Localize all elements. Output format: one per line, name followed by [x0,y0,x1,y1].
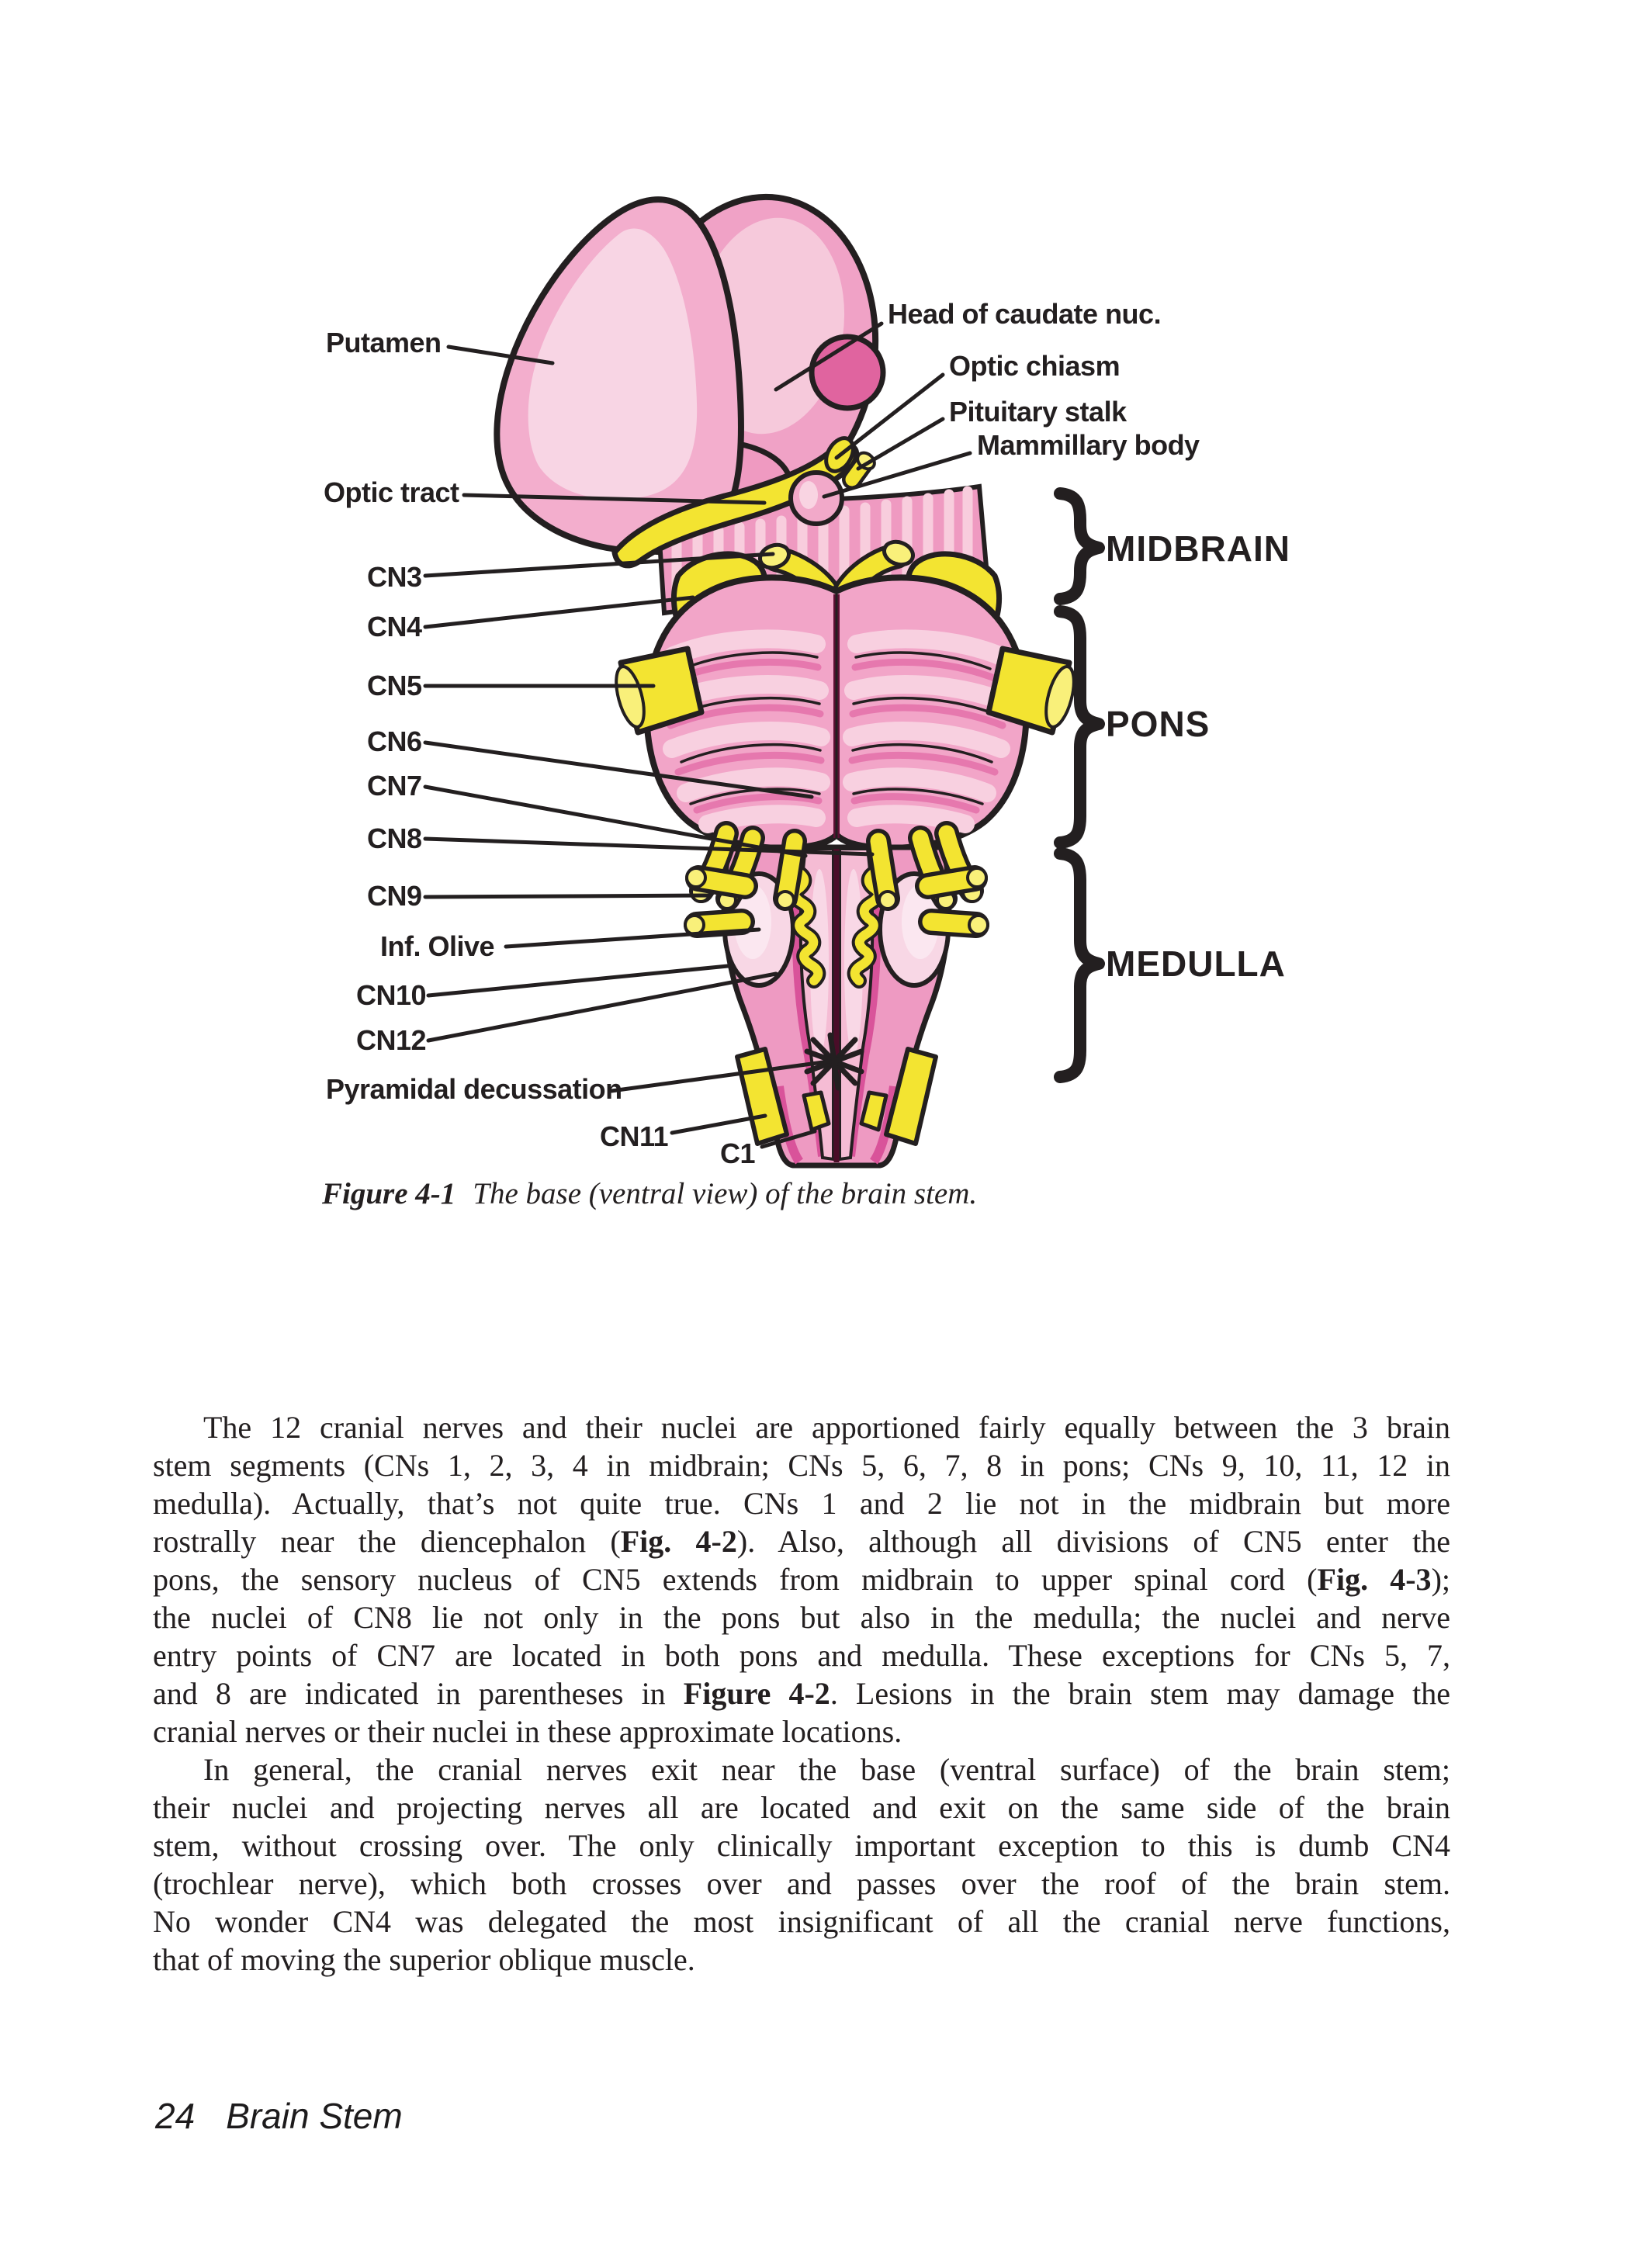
label-putamen: Putamen [326,327,442,358]
label-optic-chiasm: Optic chiasm [949,350,1121,382]
body-line: their nuclei and projecting nerves all are located and exit on the same side of the brain [153,1790,1450,1825]
body-line: cranial nerves or their nuclei in these approximate locations. [153,1714,902,1749]
body-line: In general, the cranial nerves exit near the base (ventral surface) of the brain stem; [203,1752,1450,1787]
label-head-of-caudate: Head of caudate nuc. [888,298,1162,330]
body-line: rostrally near the diencephalon (Fig. 4-2). Also, although all divisions of CN5 enter the [153,1524,1450,1559]
label-mammillary-body: Mammillary body [977,429,1200,461]
body-line: that of moving the superior oblique muscle. [153,1942,695,1977]
label-cn8: CN8 [367,822,422,854]
body-line: The 12 cranial nerves and their nuclei are apportioned fairly equally between the 3 brain [203,1410,1450,1445]
label-c1: C1 [720,1137,756,1169]
page-number: 24 [155,2096,196,2136]
label-cn12: CN12 [356,1024,427,1056]
body-line: No wonder CN4 was delegated the most insignificant of all the cranial nerve functions, [153,1904,1450,1939]
label-pyramidal-decussation: Pyramidal decussation [326,1073,622,1105]
mammillary-body-shape [791,473,842,524]
body-line: (trochlear nerve), which both crosses over and passes over the roof of the brain stem. [153,1866,1450,1901]
label-cn9: CN9 [367,880,422,912]
label-inf-olive: Inf. Olive [380,930,495,962]
label-cn6: CN6 [367,725,422,757]
label-cn4: CN4 [367,611,422,642]
region-label-pons: PONS [1106,704,1211,744]
body-line: entry points of CN7 are located in both pons and medulla. These exceptions for CNs 5, 7, [153,1638,1450,1673]
body-line: the nuclei of CN8 lie not only in the pons but also in the medulla; the nuclei and nerve [153,1600,1450,1635]
page-footer [155,2095,403,2137]
region-label-medulla: MEDULLA [1106,944,1286,984]
body-line: and 8 are indicated in parentheses in Figure 4-2. Lesions in the brain stem may damage the [153,1676,1450,1711]
label-optic-tract: Optic tract [324,476,459,508]
label-cn10: CN10 [356,979,427,1011]
chapter-title: Brain Stem [226,2096,403,2136]
body-line: pons, the sensory nucleus of CN5 extends from midbrain to upper spinal cord (Fig. 4-3); [153,1562,1450,1597]
figure-caption-label: Figure 4-1 [322,1177,456,1210]
figure-caption-text: The base (ventral view) of the brain stem. [473,1177,978,1210]
label-cn7: CN7 [367,770,422,802]
label-cn3: CN3 [367,561,422,593]
body-line: medulla). Actually, that’s not quite true. CNs 1 and 2 lie not in the midbrain but more [153,1486,1450,1521]
body-text [153,1408,1450,1979]
body-line: stem, without crossing over. The only clinically important exception to this is dumb CN4 [153,1828,1450,1863]
label-cn11: CN11 [600,1120,669,1152]
body-line: stem segments (CNs 1, 2, 3, 4 in midbrain; CNs 5, 6, 7, 8 in pons; CNs 9, 10, 11, 12 in [153,1448,1450,1483]
label-cn5: CN5 [367,670,422,701]
region-label-midbrain: MIDBRAIN [1106,528,1290,569]
label-pituitary-stalk: Pituitary stalk [949,396,1127,428]
figure-caption [322,1176,1331,1211]
region-braces [1060,493,1099,1077]
